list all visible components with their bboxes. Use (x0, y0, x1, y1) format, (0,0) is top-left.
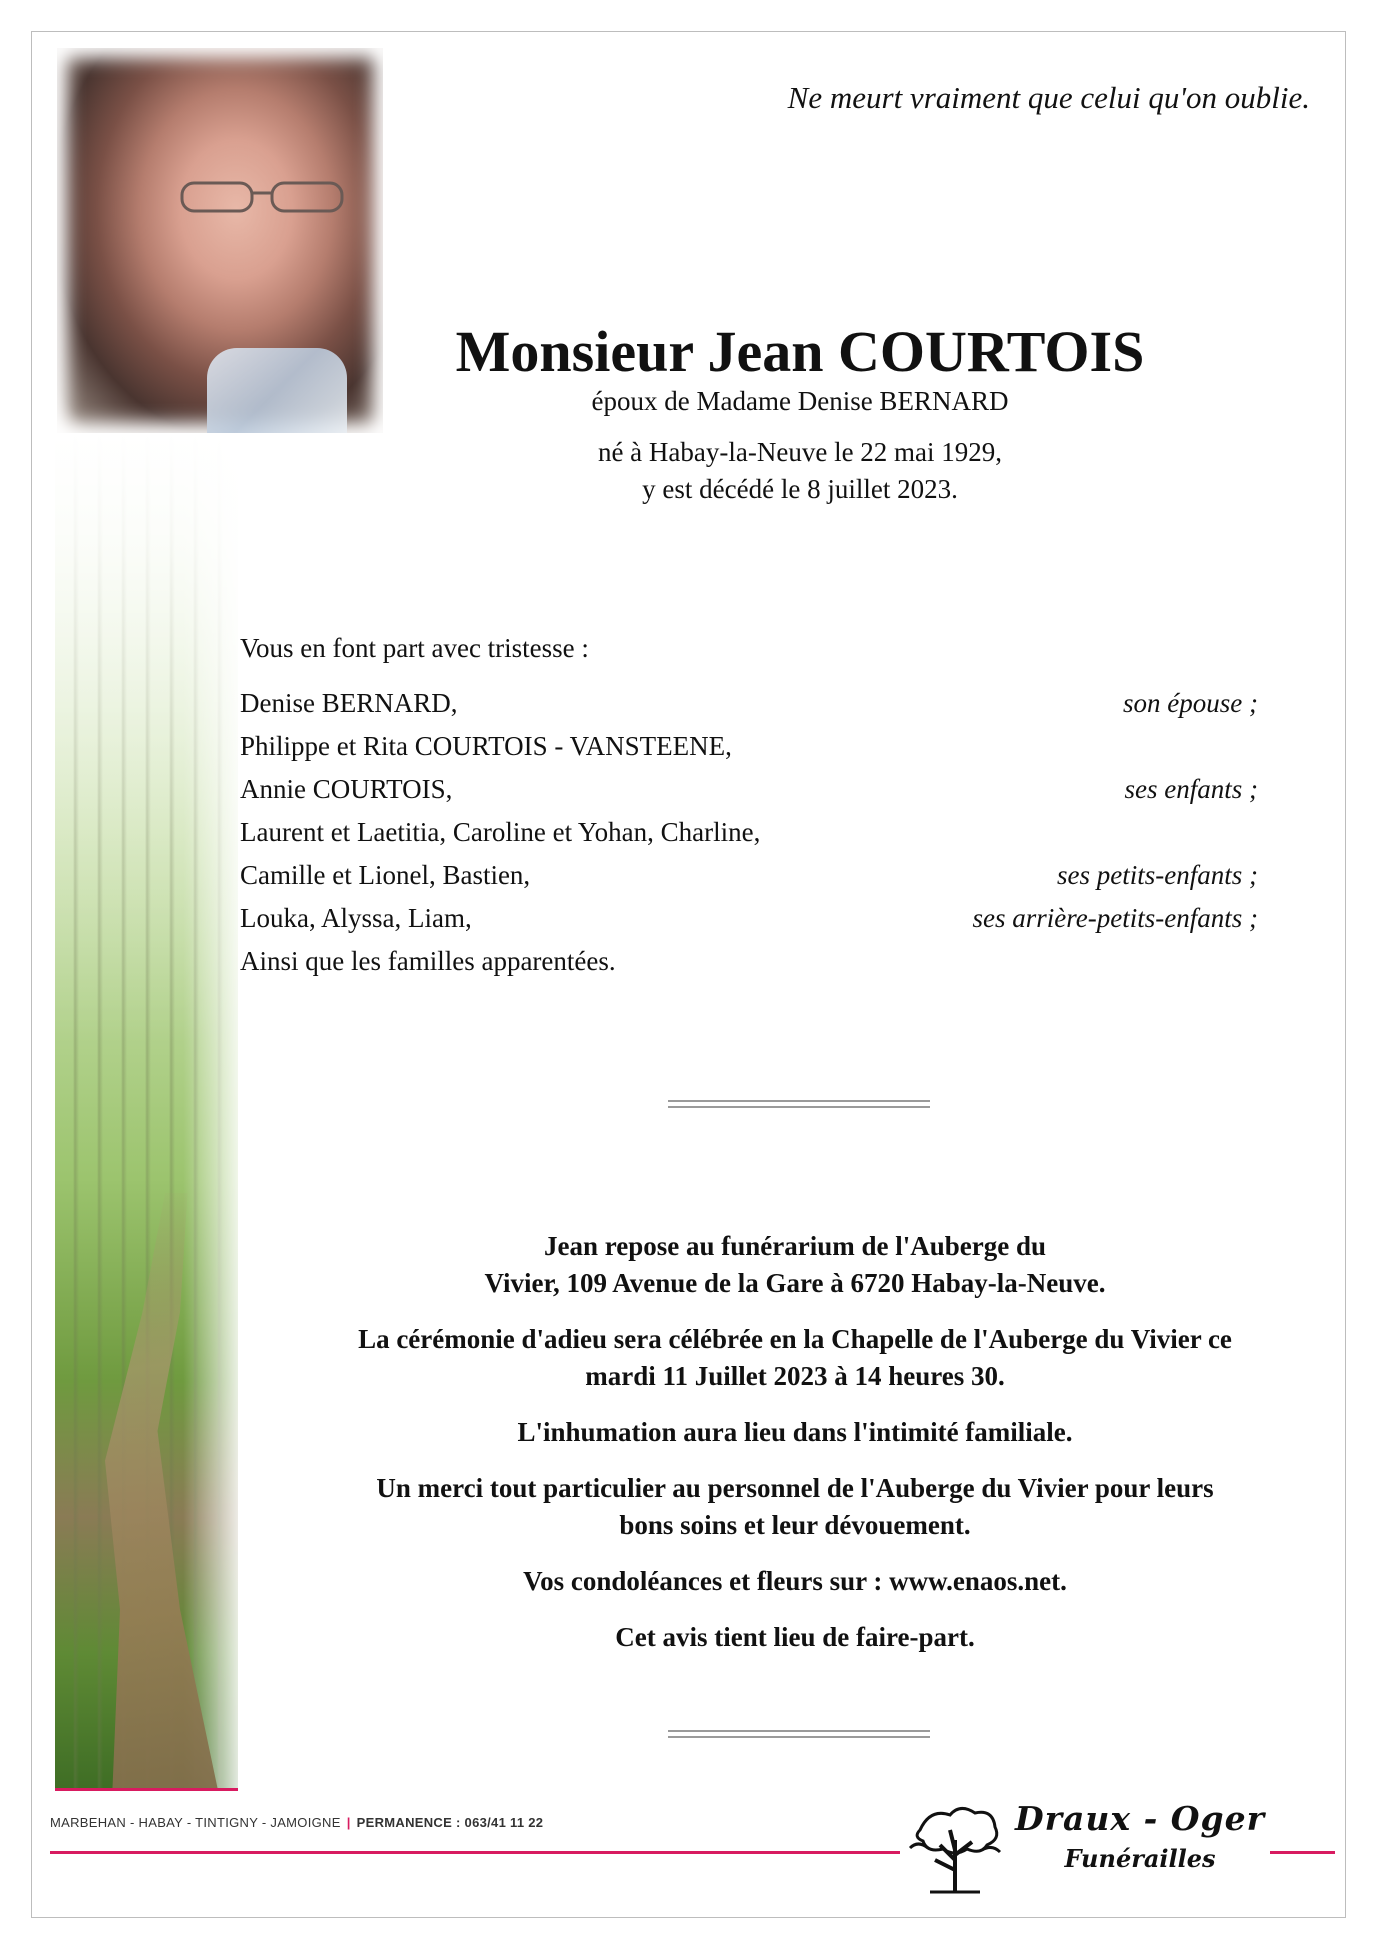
family-row (240, 772, 1258, 815)
family-names: Philippe et Rita COURTOIS - VANSTEENE, (240, 731, 732, 761)
family-relation: ses arrière-petits-enfants ; (972, 903, 1258, 933)
family-list (240, 686, 1258, 987)
glasses-shape (177, 178, 357, 218)
family-relation: ses petits-enfants ; (1057, 860, 1258, 890)
death-line: y est décédé le 8 juillet 2023. (642, 474, 958, 504)
ceremony-line-2: mardi 11 Juillet 2023 à 14 heures 30. (585, 1361, 1005, 1391)
funerarium-line-1: Jean repose au funérarium de l'Auberge du (543, 1231, 1046, 1261)
thanks-paragraph (250, 1470, 1340, 1544)
epigraph: Ne meurt vraiment que celui qu'on oublie. (787, 80, 1310, 115)
family-names: Laurent et Laetitia, Caroline et Yohan, Charline, (240, 817, 761, 847)
thanks-line-1: Un merci tout particulier au personnel de l'Auberge du Vivier pour leurs (376, 1473, 1214, 1503)
spouse-line: époux de Madame Denise BERNARD (591, 386, 1009, 416)
family-relation: ses enfants ; (1124, 774, 1258, 804)
family-row (240, 944, 1258, 987)
tree-logo (900, 1800, 1010, 1895)
funerarium-line-2: Vivier, 109 Avenue de la Gare à 6720 Habay-la-Neuve. (484, 1268, 1106, 1298)
footer-locations: MARBEHAN - HABAY - TINTIGNY - JAMOIGNE (50, 1815, 341, 1830)
family-names: Denise BERNARD, (240, 688, 458, 718)
separator-bottom (668, 1730, 930, 1738)
family-names: Annie COURTOIS, (240, 774, 453, 804)
brand-logo (1010, 1796, 1270, 1896)
footer-contact (50, 1815, 543, 1830)
family-names: Ainsi que les familles apparentées. (240, 946, 616, 976)
faire-part-paragraph: Cet avis tient lieu de faire-part. (615, 1622, 975, 1652)
family-row (240, 901, 1258, 944)
family-row (240, 858, 1258, 901)
portrait-photo (57, 48, 383, 433)
birth-line: né à Habay-la-Neuve le 22 mai 1929, (597, 437, 1003, 467)
separator-top (668, 1100, 930, 1108)
shirt-collar (207, 348, 347, 433)
deceased-name: Monsieur Jean COURTOIS (455, 319, 1145, 384)
brand-name: Draux - Oger (1015, 1799, 1265, 1838)
forest-path (75, 1193, 225, 1788)
family-row (240, 729, 1258, 772)
footer-permanence: PERMANENCE : 063/41 11 22 (356, 1815, 544, 1830)
thanks-line-2: bons soins et leur dévouement. (619, 1510, 971, 1540)
family-relation: son épouse ; (1123, 688, 1258, 718)
family-names: Camille et Lionel, Bastien, (240, 860, 531, 890)
funeral-notice (250, 1228, 1340, 1675)
family-row (240, 686, 1258, 729)
family-row (240, 815, 1258, 858)
brand-tagline: Funérailles (1064, 1844, 1216, 1873)
condolences-paragraph: Vos condoléances et fleurs sur : www.enaos.net. (523, 1566, 1067, 1596)
funerarium-paragraph (250, 1228, 1340, 1302)
forest-path-strip (55, 433, 238, 1788)
burial-paragraph: L'inhumation aura lieu dans l'intimité familiale. (517, 1417, 1073, 1447)
forest-accent-line (55, 1788, 238, 1791)
ceremony-paragraph (250, 1321, 1340, 1395)
ceremony-line-1: La cérémonie d'adieu sera célébrée en la Chapelle de l'Auberge du Vivier ce (358, 1324, 1232, 1354)
family-intro: Vous en font part avec tristesse : (240, 633, 589, 663)
footer-separator: | (346, 1815, 351, 1830)
family-names: Louka, Alyssa, Liam, (240, 903, 472, 933)
